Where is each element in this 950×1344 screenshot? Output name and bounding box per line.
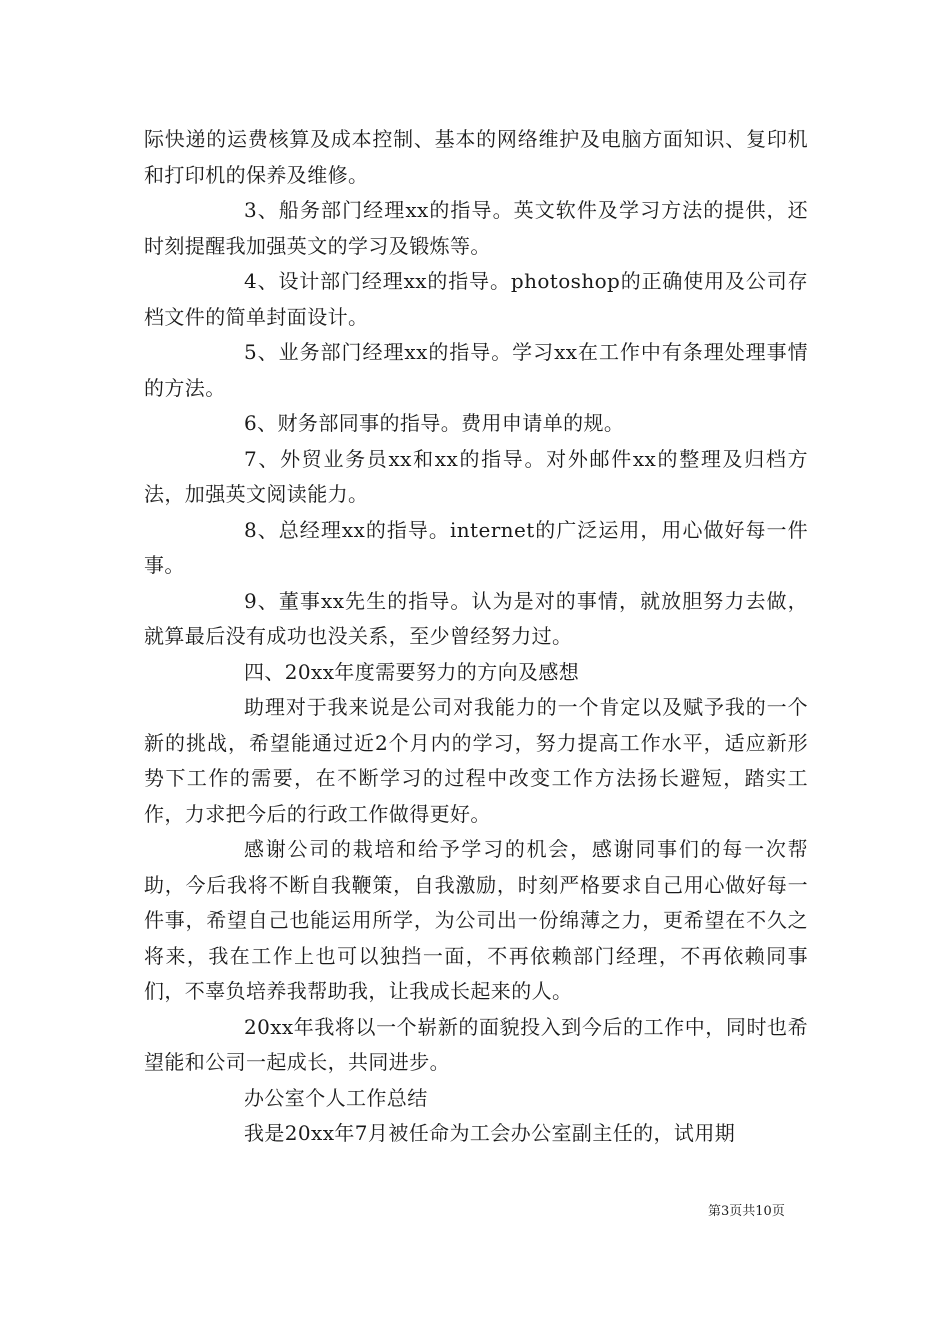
paragraph-item-7: 7、外贸业务员xx和xx的指导。对外邮件xx的整理及归档方法，加强英文阅读能力。	[144, 446, 808, 506]
paragraph-item-5: 5、业务部门经理xx的指导。学习xx在工作中有条理处理事情的方法。	[144, 340, 808, 400]
paragraph-new-year: 20xx年我将以一个崭新的面貌投入到今后的工作中，同时也希望能和公司一起成长，共同进步。	[144, 1014, 808, 1074]
paragraph-assistant-role: 助理对于我来说是公司对我能力的一个肯定以及赋予我的一个新的挑战，希望能通过近2个月内的学习，努力提高工作水平，适应新形势下工作的需要，在不断学习的过程中改变工作方法扬长避短，踏实工作，力求把今后的行政工作做得更好。	[144, 695, 808, 826]
paragraph-item-4: 4、设计部门经理xx的指导。photoshop的正确使用及公司存档文件的简单封面设计。	[144, 269, 808, 329]
paragraph-thanks: 感谢公司的栽培和给予学习的机会，感谢同事们的每一次帮助，今后我将不断自我鞭策，自我激励，时刻严格要求自己用心做好每一件事，希望自己也能运用所学，为公司出一份绵薄之力，更希望在不久之将来，我在工作上也可以独挡一面，不再依赖部门经理，不再依赖同事们，不辜负培养我帮助我，让我成长起来的人。	[144, 837, 808, 1003]
paragraph-item-6: 6、财务部同事的指导。费用申请单的规。	[244, 411, 625, 435]
paragraph-intro: 我是20xx年7月被任命为工会办公室副主任的，试用期	[244, 1121, 736, 1145]
article-title: 办公室个人工作总结	[244, 1085, 428, 1110]
document-body	[144, 122, 808, 1152]
paragraph-item-3: 3、船务部门经理xx的指导。英文软件及学习方法的提供，还时刻提醒我加强英文的学习及锻炼等。	[144, 198, 808, 258]
page-number-footer: 第3页共10页	[708, 1204, 785, 1219]
paragraph-continuation: 际快递的运费核算及成本控制、基本的网络维护及电脑方面知识、复印机和打印机的保养及维修。	[144, 127, 808, 187]
paragraph-item-9: 9、董事xx先生的指导。认为是对的事情，就放胆努力去做，就算最后没有成功也没关系，至少曾经努力过。	[144, 588, 808, 648]
section-heading-4: 四、20xx年度需要努力的方向及感想	[244, 659, 580, 684]
paragraph-item-8: 8、总经理xx的指导。internet的广泛运用，用心做好每一件事。	[144, 517, 808, 577]
